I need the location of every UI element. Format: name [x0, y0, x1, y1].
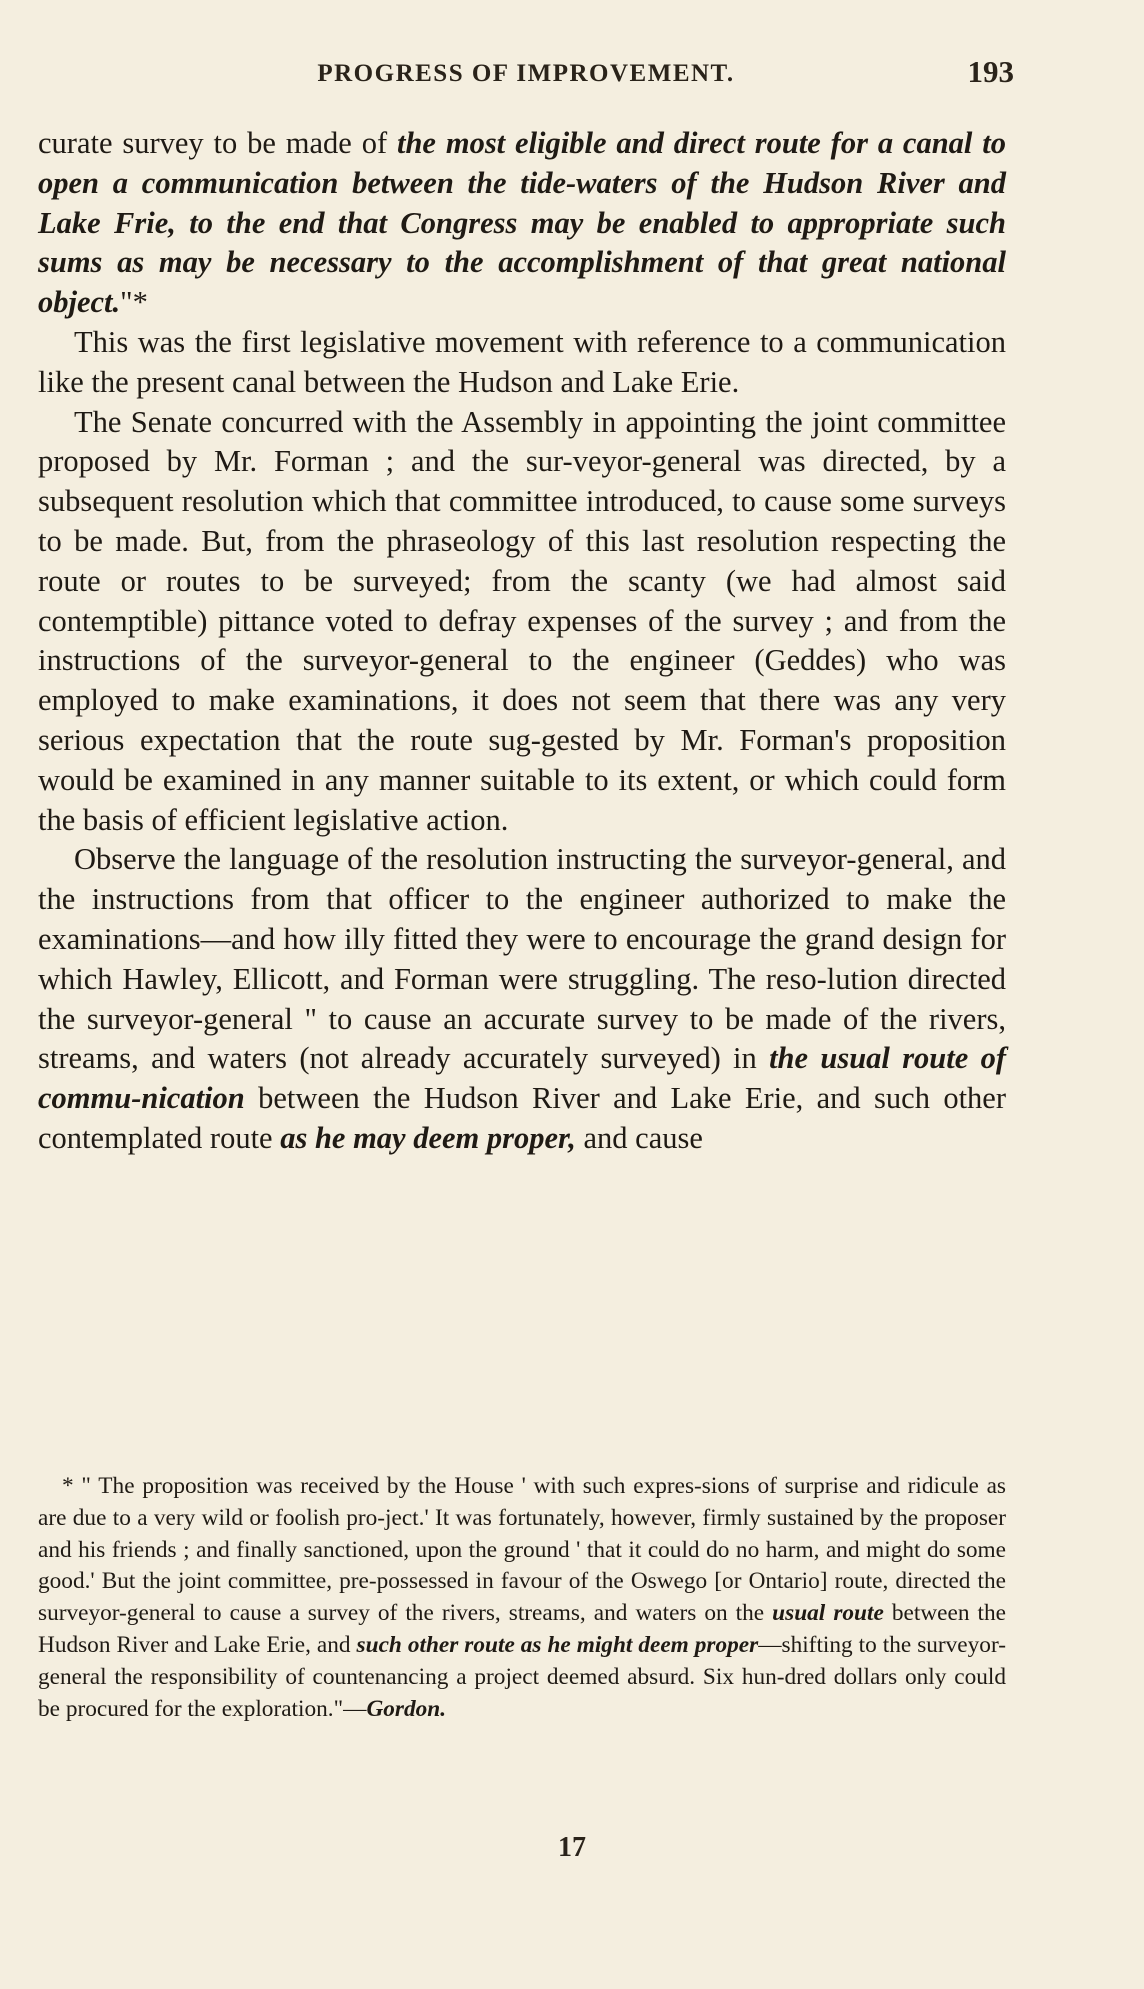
- footnote-text-c: —shifting to the surveyor-general the responsibility of countenancing a project deemed absurd. Six hun-dred dollars only could be procured for the exploration."—: [38, 1631, 1006, 1722]
- signature-mark: 17: [558, 1832, 586, 1863]
- paragraph-4-text-b: between the Hudson River and Lake Erie, and such other contemplated route: [38, 1081, 1006, 1155]
- footnote-author: Gordon.: [366, 1695, 447, 1722]
- paragraph-4-italic-b: as he may deem proper,: [280, 1120, 576, 1155]
- paragraph-1: [38, 124, 1006, 323]
- footnote-italic-a: usual route: [772, 1600, 884, 1627]
- page-number: 193: [967, 54, 1014, 89]
- paragraph-4-text-a: Observe the language of the resolution instructing the surveyor-general, and the instructions from that officer to the engineer authorized to make the examinations—and how illy fitted they were to encourage the grand design for which Hawley, Ellicott, and Forman were struggling. The reso-lution directed the surveyor-general " to cause an accurate survey to be made of the rivers, streams, and waters (not already accurately surveyed) in: [38, 842, 1006, 1076]
- footnote-marker: "*: [120, 285, 148, 320]
- paragraph-3: The Senate concurred with the Assembly in appointing the joint committee proposed by Mr. Forman ; and the sur-veyor-general was directed, by a subsequent resolution which that committee introduced, to cause some surveys to be made. But, from the phraseology of this last resolution respecting the route or routes to be surveyed; from the scanty (we had almost said contemptible) pittance voted to defray expenses of the survey ; and from the instructions of the surveyor-general to the engineer (Geddes) who was employed to make examinations, it does not seem that there was any very serious expectation that the route sug-gested by Mr. Forman's proposition would be examined in any manner suitable to its extent, or which could form the basis of efficient legislative action.: [38, 404, 1006, 837]
- paragraph-4-italic-a: the usual route of commu-nication: [38, 1041, 1007, 1116]
- running-head: PROGRESS OF IMPROVEMENT.: [317, 60, 735, 87]
- footnote-text: [38, 1471, 1006, 1725]
- footnote-italic-b: such other route as he might deem proper: [356, 1631, 759, 1658]
- page-header: [38, 54, 1014, 98]
- main-text: [38, 124, 1006, 1159]
- paragraph-1-text: curate survey to be made of: [38, 126, 397, 160]
- footnote-text-b: between the Hudson River and Lake Erie, and: [38, 1600, 1006, 1658]
- paragraph-2: This was the first legislative movement with reference to a communication like the present canal between the Hudson and Lake Erie.: [38, 324, 1006, 399]
- footnote: [38, 1471, 1006, 1725]
- paragraph-1-italic: the most eligible and direct route for a canal to open a communication between the tide-waters of the Hudson River and Lake Frie, to the end that Congress may be enabled to appropriate such sums as may be necessary to the accomplishment of that great national object.: [38, 126, 1007, 320]
- footnote-text-a: * " The proposition was received by the House ' with such expres-sions of surprise and ridicule as are due to a very wild or foolish pro-ject.' It was fortunately, however, firmly sustained by the proposer and his friends ; and finally sanctioned, upon the ground ' that it could do no harm, and might do some good.' But the joint committee, pre-possessed in favour of the Oswego [or Ontario] route, directed the surveyor-general to cause a survey of the rivers, streams, and waters on the: [38, 1473, 1006, 1627]
- paragraph-4: [38, 840, 1006, 1158]
- paragraph-4-text-c: and cause: [575, 1120, 703, 1155]
